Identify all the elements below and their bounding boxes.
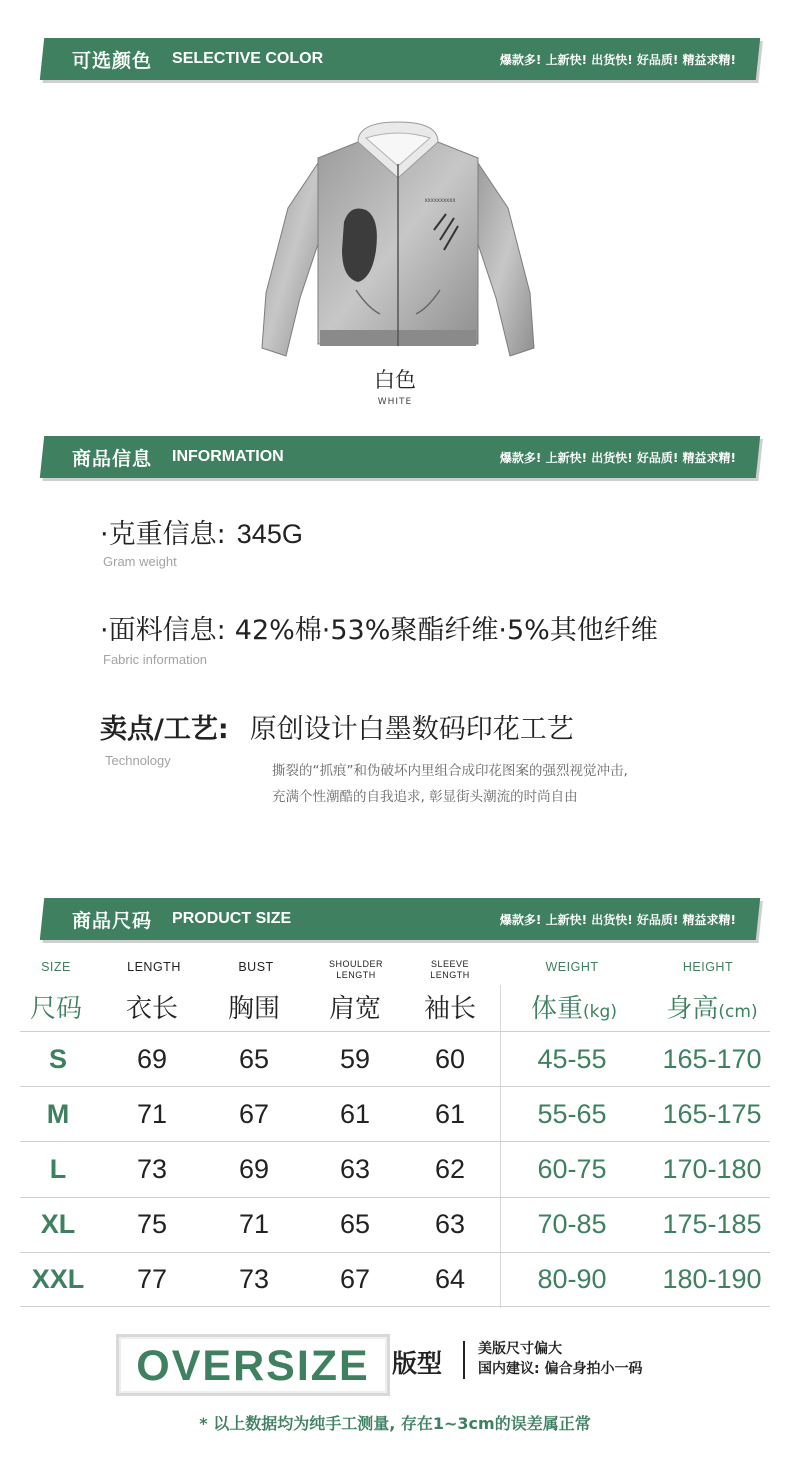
fit-note-line2: 国内建议: 偏合身拍小一码 (478, 1361, 643, 1377)
table-cell-length: 73 (136, 1154, 168, 1184)
section-title-zh: 商品信息 (72, 447, 153, 470)
header-en-size: SIZE (41, 960, 71, 974)
header-en-shoulder (312, 959, 400, 981)
table-cell-bust: 69 (238, 1154, 270, 1184)
table-cell-length: 77 (136, 1264, 168, 1294)
header-zh-height (650, 988, 774, 1025)
info-fabric-sub: Fabric information (103, 652, 208, 667)
table-cell-size: L (49, 1154, 67, 1184)
info-tech-value: 原创设计白墨数码印花工艺 (249, 714, 574, 745)
table-cell-length: 75 (136, 1209, 168, 1239)
section-slogan: 爆款多! 上新快! 出货快! 好品质! 精益求精! (499, 450, 736, 465)
section-banner-color (40, 38, 760, 80)
table-cell-bust: 71 (238, 1209, 270, 1239)
table-cell-size: XL (40, 1209, 76, 1239)
header-zh-weight-label: 体重 (531, 994, 584, 1024)
header-zh-height-unit: (cm) (718, 1002, 758, 1022)
section-banner-info (40, 436, 760, 478)
table-rule (20, 1197, 770, 1198)
table-cell-bust: 67 (238, 1099, 270, 1129)
table-cell-sleeve: 64 (434, 1264, 466, 1294)
table-cell-shoulder: 61 (339, 1099, 371, 1129)
header-en-sleeve (406, 959, 494, 981)
table-cell-sleeve: 61 (434, 1099, 466, 1129)
jacket-chest-text: XXXXXXXXXX (424, 199, 456, 204)
section-slogan: 爆款多! 上新快! 出货快! 好品质! 精益求精! (499, 912, 736, 927)
table-divider-vertical (500, 985, 501, 1308)
table-cell-sleeve: 63 (434, 1209, 466, 1239)
header-zh-height-label: 身高 (666, 994, 719, 1024)
table-rule (20, 1252, 770, 1253)
table-cell-weight: 80-90 (537, 1264, 607, 1294)
header-en-sleeve-line2: LENGTH (430, 970, 470, 980)
oversize-badge-text: OVERSIZE (136, 1342, 370, 1390)
section-banner-size (40, 898, 760, 940)
table-cell-weight: 45-55 (537, 1044, 607, 1074)
info-weight-sub: Gram weight (103, 554, 177, 569)
table-rule (20, 1141, 770, 1142)
header-zh-sleeve: 袖长 (423, 994, 476, 1024)
oversize-badge (116, 1334, 390, 1396)
section-slogan: 爆款多! 上新快! 出货快! 好品质! 精益求精! (499, 52, 736, 67)
table-cell-shoulder: 59 (339, 1044, 371, 1074)
color-name-zh: 白色 (374, 368, 416, 392)
header-en-length: LENGTH (127, 960, 181, 974)
header-en-shoulder-line2: LENGTH (336, 970, 376, 980)
section-title-zh: 可选颜色 (72, 49, 153, 72)
table-cell-height: 180-190 (662, 1264, 762, 1294)
info-fabric-row (100, 608, 658, 647)
table-cell-sleeve: 62 (434, 1154, 466, 1184)
color-name-en: WHITE (377, 397, 413, 407)
section-title-zh: 商品尺码 (72, 909, 153, 932)
table-rule (20, 1306, 770, 1307)
info-fabric-value: 42%棉·53%聚酯纤维·5%其他纤维 (234, 615, 658, 646)
table-cell-size: M (46, 1099, 70, 1129)
table-cell-length: 71 (136, 1099, 168, 1129)
header-en-height: HEIGHT (682, 960, 734, 974)
header-zh-weight-unit: (kg) (583, 1002, 617, 1022)
header-en-sleeve-line1: SLEEVE (430, 959, 470, 969)
info-weight-label: ·克重信息: (100, 519, 226, 550)
table-cell-sleeve: 60 (434, 1044, 466, 1074)
info-tech-desc-line1: 撕裂的“抓痕”和伪破坏内里组合成印花图案的强烈视觉冲击, (272, 763, 628, 779)
info-fabric-label: ·面料信息: (100, 615, 226, 646)
table-cell-size: S (48, 1044, 67, 1074)
table-cell-size: XXL (31, 1264, 85, 1294)
info-weight-value: 345G (236, 519, 303, 549)
info-tech-description (272, 758, 628, 810)
header-zh-shoulder: 肩宽 (328, 994, 381, 1024)
header-zh-length: 衣长 (125, 994, 178, 1024)
table-cell-bust: 65 (238, 1044, 270, 1074)
info-weight-row (100, 512, 303, 551)
table-rule (20, 1031, 770, 1032)
fit-note (478, 1339, 642, 1379)
header-en-shoulder-line1: SHOULDER (328, 959, 383, 969)
table-cell-length: 69 (136, 1044, 168, 1074)
info-tech-label: 卖点/工艺: (100, 714, 229, 745)
info-tech-desc-line2: 充满个性潮酷的自我追求, 彰显街头潮流的时尚自由 (272, 789, 578, 805)
fit-label: 版型 (392, 1349, 443, 1378)
header-en-bust: BUST (238, 960, 274, 974)
table-cell-weight: 55-65 (537, 1099, 607, 1129)
table-cell-weight: 60-75 (537, 1154, 607, 1184)
section-title-en: PRODUCT SIZE (172, 910, 292, 927)
info-tech-row (100, 707, 574, 746)
table-cell-shoulder: 63 (339, 1154, 371, 1184)
section-title-en: INFORMATION (172, 448, 284, 465)
table-cell-weight: 70-85 (537, 1209, 607, 1239)
table-cell-height: 165-170 (662, 1044, 762, 1074)
fit-divider (463, 1341, 465, 1379)
measurement-footnote: * 以上数据均为纯手工测量, 存在1~3cm的误差属正常 (199, 1414, 591, 1433)
header-zh-weight (512, 988, 636, 1025)
product-image-jacket (258, 118, 538, 373)
table-rule (20, 1086, 770, 1087)
table-cell-shoulder: 65 (339, 1209, 371, 1239)
info-tech-sub: Technology (105, 753, 171, 768)
section-title-en: SELECTIVE COLOR (172, 50, 324, 67)
table-cell-shoulder: 67 (339, 1264, 371, 1294)
table-cell-height: 165-175 (662, 1099, 762, 1129)
header-zh-bust: 胸围 (227, 994, 280, 1024)
table-cell-bust: 73 (238, 1264, 270, 1294)
table-cell-height: 175-185 (662, 1209, 762, 1239)
fit-note-line1: 美版尺寸偏大 (478, 1341, 562, 1357)
header-en-weight: WEIGHT (545, 960, 599, 974)
header-zh-size: 尺码 (29, 994, 82, 1024)
table-cell-height: 170-180 (662, 1154, 762, 1184)
